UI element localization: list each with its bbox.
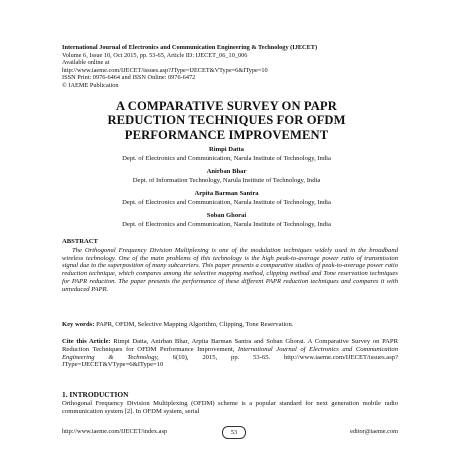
title-line-2: REDUCTION TECHNIQUES FOR OFDM	[107, 113, 346, 128]
citation-journal: International Journal of Electronics and Communication Engineering & Technology,	[62, 345, 398, 361]
author-name: Rimpi Datta	[209, 146, 244, 153]
author-block	[0, 168, 453, 184]
title-line-3: PERFORMANCE IMPROVEMENT	[124, 127, 329, 142]
title-line-1: A COMPARATIVE SURVEY ON PAPR	[116, 99, 337, 113]
copyright-line: © IAEME Publication	[62, 81, 119, 89]
citation-volume: 6(10), 2015, pp. 53-65.	[172, 353, 271, 361]
author-name: Arpita Barman Santra	[194, 190, 259, 197]
available-online-label: Available online at	[62, 59, 110, 67]
footer-url-link[interactable]: http://www.iaeme.com/IJECET/index.asp	[62, 428, 168, 435]
abstract-heading: ABSTRACT	[62, 238, 98, 245]
author-affiliation: Dept. of Information Technology, Narula Institute of Technology, India	[132, 177, 321, 184]
introduction-heading: 1. INTRODUCTION	[62, 390, 129, 399]
issue-url-link[interactable]: http://www.iaeme.com/IJECET/issues.asp?JType=IJECET&VType=6&IType=10	[62, 66, 268, 74]
abstract-text: The Orthogonal Frequency Division Multiplexing is one of the modulation techniques widely used in the broadband wireless technology. One of the main problems of this technology is the high peak-to-average power ratio of transmission signal due to the superposition of many subcarriers. This paper presents a comparative studies of peak-to-average power ratio reduction technique, which compares among the selective mapping method, clipping method and Tone reservation techniques for PAPR reduction. The paper presents the performance of these different PAPR reduction techniques and compares it with unreduced PAPR.	[62, 246, 398, 293]
author-affiliation: Dept. of Electronics and Communication, Narula Institute of Technology, India	[122, 155, 331, 162]
paper-title	[40, 99, 413, 142]
volume-line: Volume 6, Issue 10, Oct 2015, pp. 53-65, Article ID: IJECET_06_10_006	[62, 51, 248, 59]
page-footer	[62, 426, 398, 438]
author-affiliation: Dept. of Electronics and Communication, Narula Institute of Technology, India	[122, 221, 331, 228]
keywords-text: PAPR, OFDM, Selective Mapping Algorithm, Clipping, Tone Reservation.	[96, 321, 294, 328]
citation-text: Rimpi Datta, Anirban Bhar, Arpita Barman Santra and Soban Ghorai. A Comparative Survey on PAPR Reduction Techniques for OFDM Performance Improvement,	[62, 338, 398, 353]
citation-section	[62, 338, 398, 369]
citation-label: Cite this Article:	[62, 338, 111, 345]
keywords-section	[62, 321, 398, 329]
citation-url-link[interactable]: http://www.iaeme.com/IJECET/issues.asp?JType=IJECET&VType=6&IType=10	[62, 353, 398, 369]
author-block	[0, 190, 453, 206]
author-block	[0, 212, 453, 228]
journal-header	[62, 44, 442, 90]
issn-line: ISSN Print: 0976-6464 and ISSN Online: 0976-6472	[62, 74, 196, 82]
journal-title: International Journal of Electronics and Communication Engineering & Technology (IJECET)	[62, 44, 318, 51]
author-block	[0, 146, 453, 162]
author-name: Anirban Bhar	[206, 168, 247, 175]
page-number: 53	[222, 426, 246, 439]
author-affiliation: Dept. of Electronics and Communication, Narula Institute of Technology, India	[122, 199, 331, 206]
author-name: Soban Ghorai	[206, 212, 247, 219]
footer-email-link[interactable]: editor@iaeme.com	[350, 428, 398, 435]
abstract-section	[62, 238, 398, 294]
introduction-text: Orthogonal Frequency Division Multiplexing (OFDM) scheme is a popular standard for next generation mobile radio communication system [2]. In OFDM system, serial	[62, 400, 398, 415]
keywords-label: Key words:	[62, 321, 95, 328]
